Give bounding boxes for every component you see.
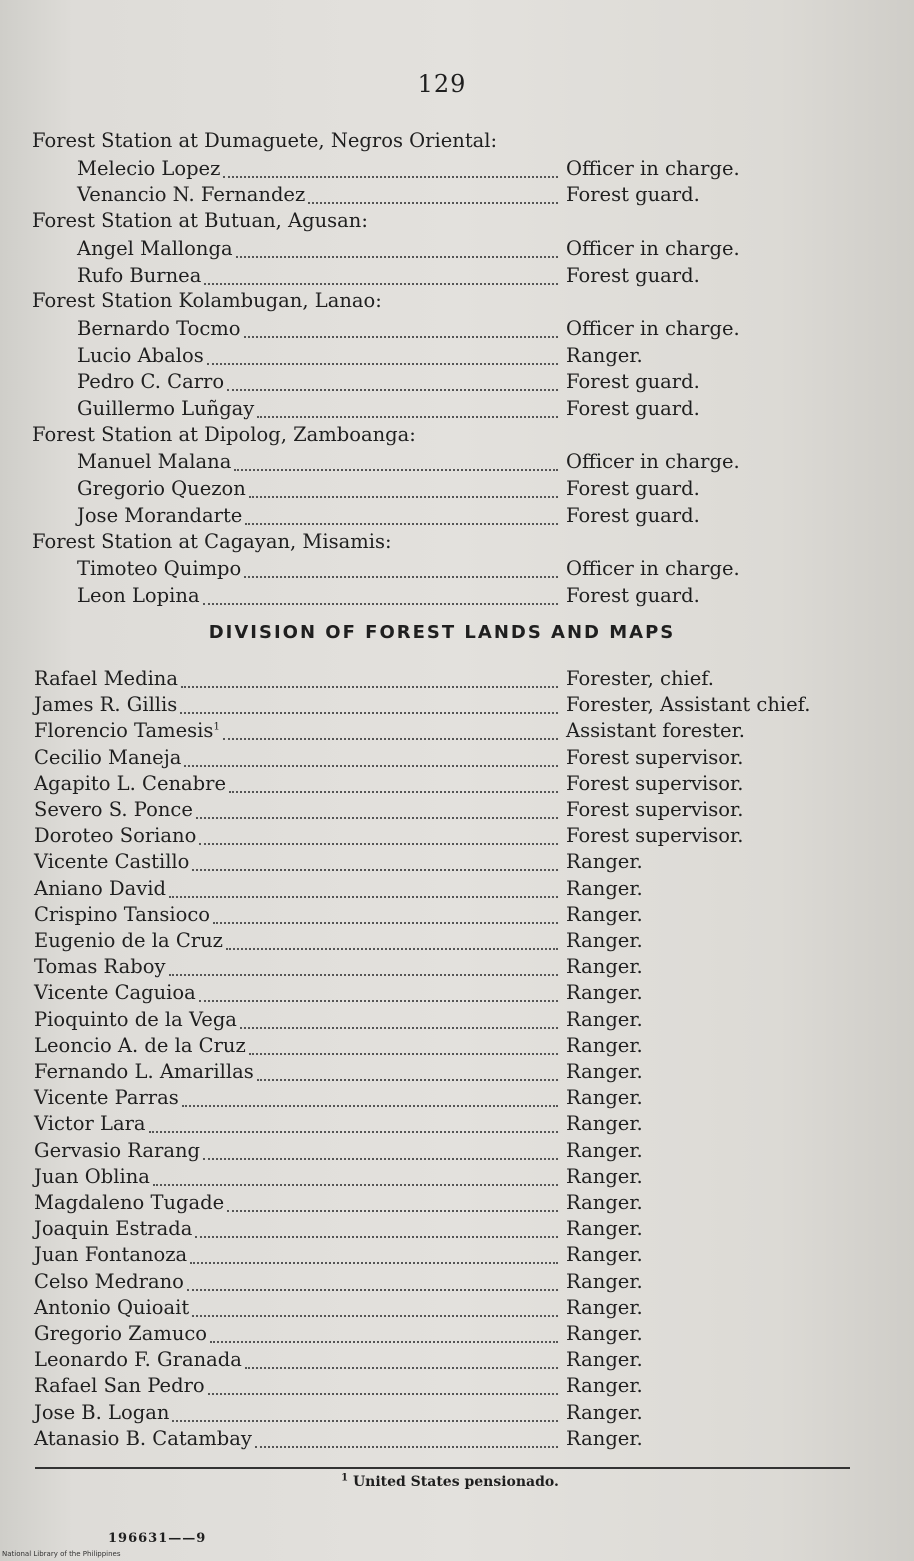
staff-name	[77, 556, 241, 582]
dot-leader	[208, 1391, 558, 1395]
dot-leader	[226, 946, 558, 950]
staff-entry	[0, 1400, 914, 1426]
dot-leader	[223, 736, 558, 740]
staff-name-text: Juan Fontanoza	[34, 1243, 188, 1267]
staff-role: Ranger.	[566, 1112, 643, 1136]
staff-entry	[0, 876, 914, 902]
staff-entry	[0, 902, 914, 928]
staff-name	[34, 1085, 179, 1111]
staff-role: Forest guard.	[566, 477, 700, 501]
staff-role: Officer in charge.	[566, 156, 740, 180]
staff-name-text: Fernando L. Amarillas	[34, 1060, 254, 1083]
staff-role: Forest guard.	[566, 503, 700, 527]
staff-role: Officer in charge.	[566, 450, 740, 474]
dot-leader	[182, 1103, 558, 1107]
staff-name-text: Jose B. Logan	[34, 1400, 170, 1424]
dot-leader	[255, 1444, 558, 1448]
staff-entry	[0, 980, 914, 1006]
staff-name-text: Atanasio B. Catambay	[34, 1426, 252, 1450]
dot-leader	[153, 1182, 558, 1186]
staff-name	[34, 849, 189, 875]
staff-name	[34, 1007, 237, 1033]
staff-name	[34, 1400, 169, 1426]
staff-name-text: Jose Morandarte	[77, 503, 243, 527]
staff-entry	[0, 666, 914, 692]
staff-name	[34, 902, 210, 928]
dot-leader	[180, 710, 558, 714]
staff-role: Ranger.	[566, 955, 643, 979]
staff-entry	[0, 823, 914, 849]
staff-entry	[0, 1347, 914, 1373]
staff-entry	[0, 182, 914, 208]
staff-role: Ranger.	[566, 1269, 643, 1293]
staff-entry	[0, 1216, 914, 1242]
station-heading: Forest Station at Dipolog, Zamboanga:	[32, 422, 416, 446]
printer-imprint: 196631——9	[108, 1531, 207, 1546]
staff-name-text: Cecilio Maneja	[34, 745, 182, 769]
staff-role: Ranger.	[566, 1400, 643, 1424]
staff-name-text: Guillermo Luñgay	[77, 397, 255, 420]
dot-leader	[149, 1129, 558, 1133]
staff-name-text: Severo S. Ponce	[34, 798, 193, 821]
staff-role: Ranger.	[566, 1086, 643, 1110]
staff-entry	[0, 1190, 914, 1216]
staff-name	[34, 1216, 192, 1242]
staff-entry	[0, 1085, 914, 1111]
dot-leader	[195, 1234, 558, 1238]
dot-leader	[203, 1156, 558, 1160]
staff-name	[34, 1190, 224, 1216]
staff-role: Officer in charge.	[566, 236, 740, 260]
staff-name-text: Florencio Tamesis	[34, 719, 214, 743]
footnote-rule	[35, 1467, 850, 1469]
staff-name	[34, 666, 178, 692]
staff-entry	[0, 1138, 914, 1164]
staff-role: Ranger.	[566, 929, 643, 952]
staff-role: Ranger.	[566, 1322, 643, 1345]
staff-role: Forest supervisor.	[566, 745, 744, 769]
staff-name-text: Vicente Caguioa	[34, 981, 196, 1005]
staff-name-text: Magdaleno Tugade	[34, 1191, 225, 1214]
staff-name	[34, 1033, 246, 1059]
staff-name-text: Celso Medrano	[34, 1269, 184, 1293]
footnote-reference: 1	[213, 721, 220, 733]
staff-name-text: Aniano David	[34, 876, 166, 900]
staff-role: Forest supervisor.	[566, 798, 744, 821]
staff-role: Ranger.	[566, 1348, 643, 1372]
staff-name	[34, 1295, 189, 1321]
staff-role: Assistant forester.	[566, 719, 745, 743]
staff-role: Forester, Assistant chief.	[566, 693, 811, 717]
staff-name-text: Crispino Tansioco	[34, 902, 211, 926]
staff-name-text: James R. Gillis	[34, 693, 178, 717]
dot-leader	[257, 1077, 558, 1081]
footnote	[0, 1474, 900, 1490]
staff-entry	[0, 718, 914, 744]
staff-name	[77, 503, 242, 529]
staff-name-text: Antonio Quioait	[34, 1295, 190, 1319]
staff-name-text: Pedro C. Carro	[77, 370, 225, 394]
staff-name	[34, 718, 220, 744]
staff-role: Ranger.	[566, 876, 643, 900]
staff-name	[77, 449, 231, 475]
staff-entry	[0, 156, 914, 182]
dot-leader	[249, 1051, 558, 1055]
staff-role: Forest guard.	[566, 583, 700, 607]
staff-entry	[0, 476, 914, 502]
dot-leader	[244, 574, 558, 578]
staff-role: Ranger.	[566, 902, 643, 926]
staff-entry	[0, 1269, 914, 1295]
dot-leader	[240, 1025, 558, 1029]
staff-role: Officer in charge.	[566, 557, 740, 581]
staff-name	[34, 980, 196, 1006]
dot-leader	[203, 601, 558, 605]
staff-name-text: Vicente Parras	[34, 1086, 179, 1110]
staff-role: Officer in charge.	[566, 316, 740, 340]
staff-name-text: Leonardo F. Granada	[34, 1348, 242, 1372]
staff-entry	[0, 771, 914, 797]
dot-leader	[308, 200, 558, 204]
station-heading: Forest Station at Dumaguete, Negros Oriental:	[32, 129, 498, 152]
dot-leader	[169, 972, 558, 976]
staff-role: Forest supervisor.	[566, 824, 744, 848]
dot-leader	[192, 1313, 558, 1317]
staff-entry	[0, 928, 914, 954]
staff-name	[77, 156, 220, 182]
staff-role: Ranger.	[566, 343, 643, 367]
dot-leader	[257, 414, 558, 418]
staff-name-text: Juan Oblina	[34, 1164, 150, 1188]
staff-entry	[0, 1321, 914, 1347]
staff-name-text: Joaquin Estrada	[34, 1217, 193, 1241]
staff-name-text: Rufo Burnea	[77, 263, 202, 287]
dot-leader	[181, 684, 558, 688]
staff-name-text: Vicente Castillo	[34, 850, 190, 874]
dot-leader	[190, 1260, 558, 1264]
staff-name-text: Agapito L. Cenabre	[34, 771, 227, 795]
staff-name	[77, 263, 201, 289]
staff-name	[34, 1269, 184, 1295]
staff-role: Ranger.	[566, 1426, 643, 1450]
staff-name	[34, 1138, 200, 1164]
staff-role: Ranger.	[566, 981, 643, 1005]
staff-name	[34, 1111, 146, 1137]
staff-name	[77, 236, 233, 262]
dot-leader	[184, 763, 558, 767]
staff-entry	[0, 1007, 914, 1033]
staff-role: Ranger.	[566, 1164, 643, 1188]
staff-name	[34, 823, 196, 849]
staff-name-text: Gervasio Rarang	[34, 1138, 201, 1162]
staff-entry	[0, 503, 914, 529]
staff-entry	[0, 1033, 914, 1059]
dot-leader	[244, 334, 558, 338]
staff-entry	[0, 1426, 914, 1452]
staff-entry	[0, 1164, 914, 1190]
dot-leader	[227, 1208, 558, 1212]
footnote-text: United States pensionado.	[352, 1474, 559, 1490]
dot-leader	[169, 894, 558, 898]
staff-name	[34, 954, 166, 980]
staff-role: Ranger.	[566, 1033, 643, 1057]
dot-leader	[223, 174, 558, 178]
staff-name	[77, 182, 305, 208]
staff-entry	[0, 343, 914, 369]
station-heading: Forest Station at Butuan, Agusan:	[32, 209, 368, 233]
staff-name-text: Doroteo Soriano	[34, 824, 197, 848]
staff-entry	[0, 745, 914, 771]
dot-leader	[227, 387, 558, 391]
staff-role: Forest guard.	[566, 263, 700, 287]
staff-role: Ranger.	[566, 1295, 643, 1319]
section-heading: DIVISION OF FOREST LANDS AND MAPS	[208, 622, 676, 643]
staff-role: Ranger.	[566, 1191, 643, 1214]
staff-name	[77, 476, 246, 502]
dot-leader	[192, 867, 558, 871]
footnote-mark: 1	[341, 1472, 349, 1484]
dot-leader	[229, 789, 558, 793]
staff-name	[77, 396, 254, 422]
dot-leader	[207, 361, 558, 365]
dot-leader	[234, 467, 558, 471]
staff-name	[34, 1059, 254, 1085]
staff-role: Ranger.	[566, 1243, 643, 1267]
staff-role: Forest guard.	[566, 397, 700, 420]
page-number: 129	[417, 70, 467, 98]
staff-name-text: Rafael Medina	[34, 667, 178, 690]
staff-name-text: Victor Lara	[34, 1112, 146, 1136]
staff-name	[34, 771, 226, 797]
dot-leader	[210, 1339, 558, 1343]
staff-entry	[0, 316, 914, 342]
dot-leader	[204, 281, 558, 285]
dot-leader	[199, 998, 558, 1002]
staff-entry	[0, 556, 914, 582]
staff-name-text: Bernardo Tocmo	[77, 316, 241, 340]
staff-name-text: Venancio N. Fernandez	[77, 183, 306, 207]
staff-name-text: Pioquinto de la Vega	[34, 1007, 237, 1031]
staff-entry	[0, 1242, 914, 1268]
staff-name-text: Gregorio Quezon	[77, 477, 246, 501]
staff-entry	[0, 954, 914, 980]
staff-role: Ranger.	[566, 1007, 643, 1031]
staff-entry	[0, 1373, 914, 1399]
staff-role: Ranger.	[566, 850, 643, 874]
staff-name	[77, 316, 241, 342]
staff-name-text: Lucio Abalos	[77, 343, 204, 367]
staff-role: Ranger.	[566, 1060, 643, 1083]
staff-entry	[0, 1111, 914, 1137]
staff-role: Forester, chief.	[566, 667, 715, 690]
staff-entry	[0, 263, 914, 289]
staff-name-text: Leoncio A. de la Cruz	[34, 1033, 246, 1057]
dot-leader	[245, 1365, 558, 1369]
staff-name	[34, 1426, 252, 1452]
staff-name	[34, 745, 181, 771]
dot-leader	[187, 1287, 558, 1291]
staff-role: Forest guard.	[566, 370, 700, 394]
staff-entry	[0, 449, 914, 475]
staff-name	[34, 797, 193, 823]
staff-name	[34, 876, 166, 902]
staff-role: Forest supervisor.	[566, 771, 744, 795]
staff-entry	[0, 1295, 914, 1321]
staff-role: Ranger.	[566, 1374, 643, 1398]
staff-name-text: Angel Mallonga	[77, 236, 233, 260]
staff-entry	[0, 583, 914, 609]
staff-name-text: Manuel Malana	[77, 450, 232, 474]
library-credit: National Library of the Philippines	[2, 1550, 121, 1558]
staff-entry	[0, 692, 914, 718]
dot-leader	[199, 841, 558, 845]
staff-name	[34, 1242, 187, 1268]
staff-role: Ranger.	[566, 1138, 643, 1162]
staff-role: Forest guard.	[566, 183, 700, 207]
staff-name-text: Gregorio Zamuco	[34, 1322, 208, 1345]
staff-name	[77, 343, 204, 369]
dot-leader	[249, 494, 558, 498]
staff-name-text: Rafael San Pedro	[34, 1374, 205, 1398]
staff-entry	[0, 1059, 914, 1085]
staff-name-text: Tomas Raboy	[34, 955, 166, 979]
staff-name	[34, 692, 177, 718]
dot-leader	[236, 254, 558, 258]
staff-name-text: Eugenio de la Cruz	[34, 929, 223, 952]
staff-name	[34, 1373, 205, 1399]
staff-entry	[0, 396, 914, 422]
station-heading: Forest Station Kolambugan, Lanao:	[32, 289, 382, 313]
staff-name	[77, 369, 224, 395]
staff-name-text: Leon Lopina	[77, 583, 200, 607]
dot-leader	[213, 920, 558, 924]
dot-leader	[196, 815, 558, 819]
staff-name	[34, 1347, 242, 1373]
staff-name-text: Timoteo Quimpo	[77, 557, 242, 581]
staff-name	[34, 1321, 207, 1347]
staff-entry	[0, 236, 914, 262]
staff-name	[34, 928, 223, 954]
staff-entry	[0, 797, 914, 823]
staff-name	[77, 583, 200, 609]
staff-name-text: Melecio Lopez	[77, 156, 221, 180]
dot-leader	[172, 1418, 558, 1422]
staff-role: Ranger.	[566, 1217, 643, 1241]
dot-leader	[245, 521, 558, 525]
staff-name	[34, 1164, 150, 1190]
station-heading: Forest Station at Cagayan, Misamis:	[32, 529, 392, 553]
staff-entry	[0, 369, 914, 395]
staff-entry	[0, 849, 914, 875]
